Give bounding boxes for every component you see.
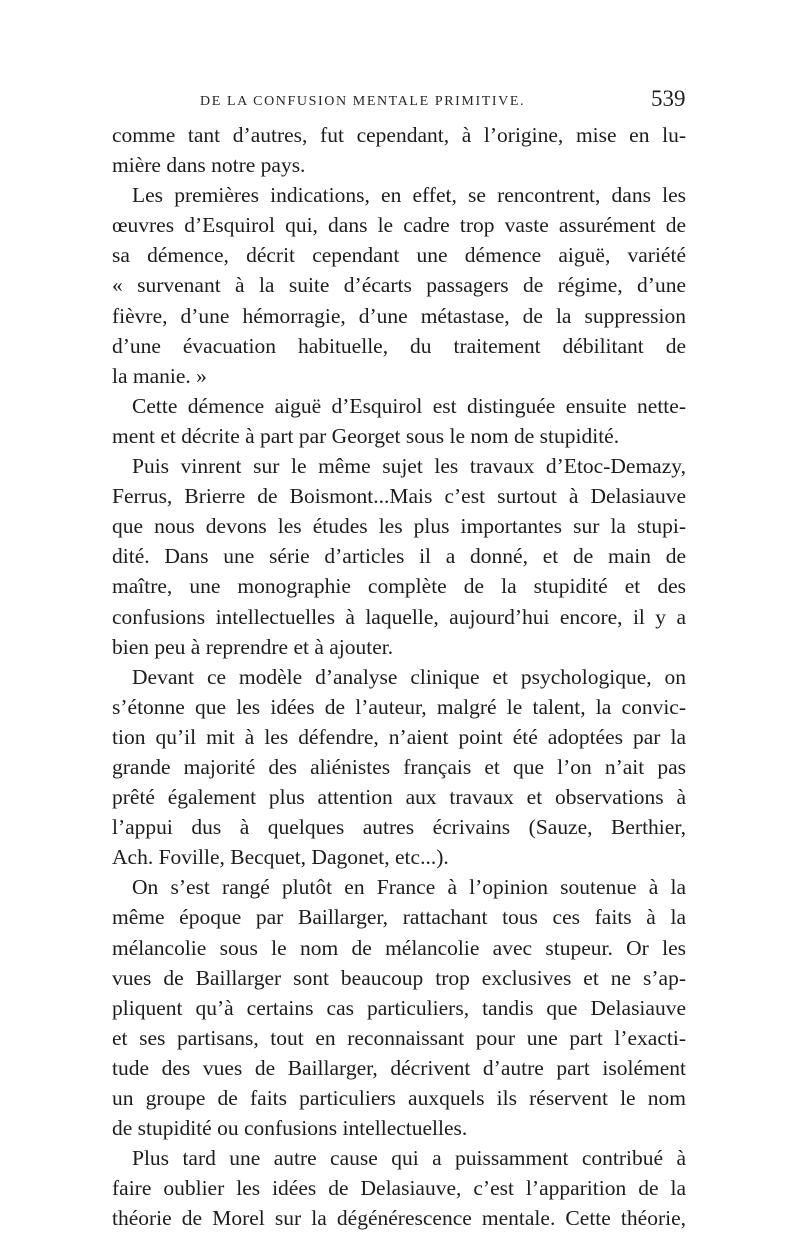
page-number: 539 [651, 86, 686, 111]
text-line: s’étonne que les idées de l’auteur, malgré le talent, la convic- [112, 694, 686, 719]
body-text [112, 120, 686, 1233]
running-head: DE LA CONFUSION MENTALE PRIMITIVE. [200, 94, 526, 109]
text-line: fièvre, d’une hémorragie, d’une métastase, de la suppression [112, 303, 686, 328]
text-line: dité. Dans une série d’articles il a donné, et de main de [112, 544, 686, 569]
text-line: que nous devons les études les plus importantes sur la stupi- [112, 514, 686, 539]
text-line: Ferrus, Brierre de Boismont...Mais c’est surtout à Delasiauve [112, 484, 686, 509]
text-line: confusions intellectuelles à laquelle, aujourd’hui encore, il y a [112, 604, 686, 629]
text-line: mélancolie sous le nom de mélancolie avec stupeur. Or les [112, 935, 686, 960]
text-line: Les premières indications, en effet, se rencontrent, dans les [132, 183, 686, 208]
text-line: vues de Baillarger sont beaucoup trop exclusives et ne s’ap- [112, 965, 686, 990]
text-line: Devant ce modèle d’analyse clinique et psychologique, on [132, 664, 686, 689]
text-line: d’une évacuation habituelle, du traitement débilitant de [112, 333, 686, 358]
text-line: On s’est rangé plutôt en France à l’opinion soutenue à la [132, 875, 686, 900]
text-line: théorie de Morel sur la dégénérescence mentale. Cette théorie, [112, 1206, 686, 1231]
text-line: mière dans notre pays. [112, 153, 306, 178]
text-line: un groupe de faits particuliers auxquels ils réservent le nom [112, 1086, 686, 1110]
text-line: Ach. Foville, Becquet, Dagonet, etc...). [112, 845, 449, 870]
text-line: ment et décrite à part par Georget sous le nom de stupidité. [112, 423, 620, 448]
text-line: faire oublier les idées de Delasiauve, c’est l’apparition de la [112, 1176, 686, 1201]
text-line: grande majorité des aliénistes français et que l’on n’ait pas [112, 754, 686, 779]
text-line: Cette démence aiguë d’Esquirol est distinguée ensuite nette- [132, 393, 686, 418]
text-line: pliquent qu’à certains cas particuliers, tandis que Delasiauve [112, 995, 686, 1020]
text-line: sa démence, décrit cependant une démence aiguë, variété [112, 243, 686, 268]
text-line: de stupidité ou confusions intellectuelles. [112, 1116, 468, 1141]
text-line: comme tant d’autres, fut cependant, à l’origine, mise en lu- [112, 123, 686, 147]
text-line: Puis vinrent sur le même sujet les travaux d’Etoc-Demazy, [132, 454, 686, 479]
text-line: œuvres d’Esquirol qui, dans le cadre trop vaste assurément de [112, 213, 686, 238]
text-line: même époque par Baillarger, rattachant tous ces faits à la [112, 905, 686, 930]
text-line: « survenant à la suite d’écarts passagers de régime, d’une [112, 273, 686, 298]
text-line: tion qu’il mit à les défendre, n’aient point été adoptées par la [112, 724, 686, 749]
text-line: maître, une monographie complète de la stupidité et des [112, 574, 686, 599]
text-line: prêté également plus attention aux travaux et observations à [112, 785, 686, 810]
text-line: bien peu à reprendre et à ajouter. [112, 634, 394, 659]
text-line: la manie. » [112, 363, 207, 388]
text-line: tude des vues de Baillarger, décrivent d’autre part isolément [112, 1055, 686, 1080]
text-line: et ses partisans, tout en reconnaissant pour une part l’exacti- [112, 1025, 686, 1050]
text-line: l’appui dus à quelques autres écrivains (Sauze, Berthier, [112, 815, 686, 840]
text-line: Plus tard une autre cause qui a puissamment contribué à [132, 1146, 686, 1171]
